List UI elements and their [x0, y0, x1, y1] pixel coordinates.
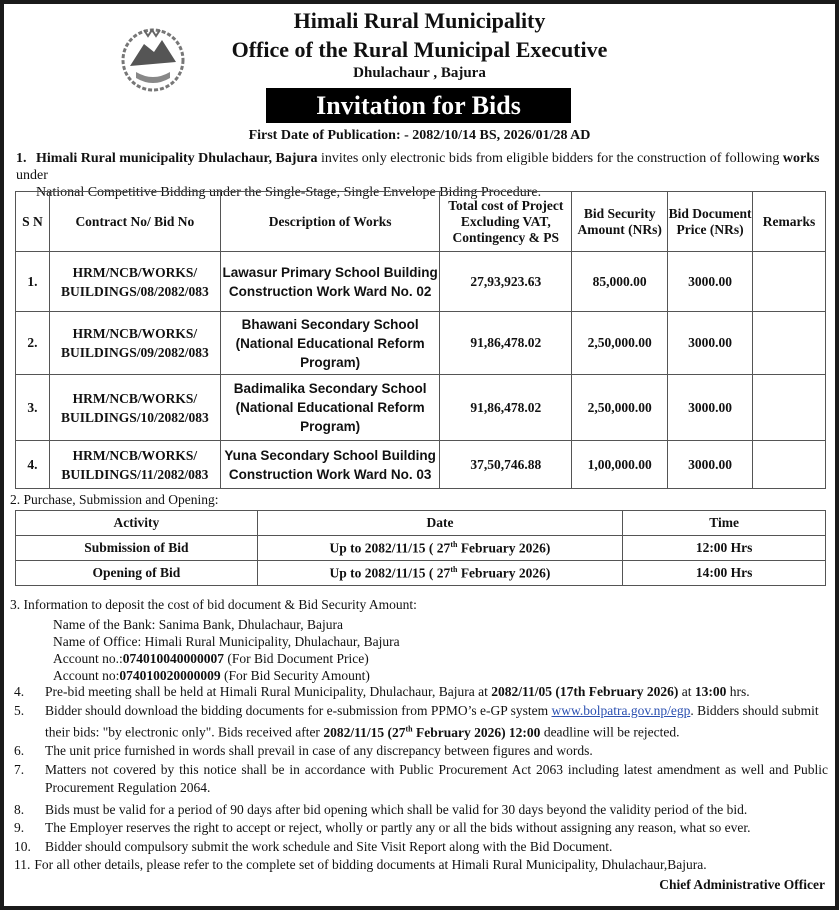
clause-11: 11. For all other details, please refer to the complete set of bidding documents at Himali Rural Municipality, Dhulachaur,Bajura. — [14, 857, 707, 872]
schedule-header-row — [16, 511, 826, 536]
intro-line-2: National Competitive Bidding under the Single-Stage, Single Envelope Biding Procedure. — [36, 185, 542, 200]
publication-date: First Date of Publication: - 2082/10/14 BS, 2026/01/28 AD — [248, 128, 591, 143]
table-row — [16, 375, 826, 441]
col-security: Bid Security Amount (NRs) — [572, 192, 668, 252]
doc-price-cell: 3000.00 — [668, 312, 753, 375]
clause-5: 5. Bidder should download the bidding documents for e-submission from PPMO’s e-GP system www.bolpatra.gov.np/egp. Bidders should submit their bids: "by electronic only". Bids received after 2082/11/15 (27th February 2026) 12:00 deadline will be rejected. — [14, 702, 819, 740]
description-cell: Badimalika Secondary School (National Educational Reform Program) — [220, 375, 440, 441]
account-doc-price: Account no.:074010040000007 (For Bid Document Price) — [53, 651, 369, 666]
lead-text: Himali Rural municipality Dhulachaur, Bajura — [36, 151, 318, 166]
title-banner: Invitation for Bids — [266, 88, 571, 123]
col-doc-price: Bid Document Price (NRs) — [668, 192, 753, 252]
clause-8: 8. Bids must be valid for a period of 90 days after bid opening which shall be valid for 30 days beyond the validity period of the bid. — [14, 801, 748, 817]
office-name: Office of the Rural Municipal Executive — [231, 37, 608, 62]
works-table — [15, 191, 826, 489]
intro-text: invites only electronic bids from eligible bidders for the construction of following — [317, 151, 783, 166]
clause-4: 4. Pre-bid meeting shall be held at Himali Rural Municipality, Dhulachaur, Bajura at 2082/11/05 (17th February 2026) at 13:00 hrs. — [14, 684, 750, 699]
description-cell: Lawasur Primary School Building Construction Work Ward No. 02 — [220, 252, 440, 312]
doc-price-cell: 3000.00 — [668, 375, 753, 441]
account-security: Account no:074010020000009 (For Bid Security Amount) — [53, 668, 370, 683]
table-header-row — [16, 192, 826, 252]
security-cell: 2,50,000.00 — [572, 312, 668, 375]
schedule-row — [16, 561, 826, 586]
works-emphasis: works — [782, 151, 820, 166]
time-cell: 14:00 Hrs — [623, 561, 826, 586]
section-number: 1. — [16, 151, 27, 166]
contract-cell: HRM/NCB/WORKS/ BUILDINGS/09/2082/083 — [49, 312, 220, 375]
description-cell: Bhawani Secondary School (National Educational Reform Program) — [220, 312, 440, 375]
col-remarks: Remarks — [753, 192, 826, 252]
schedule-row — [16, 536, 826, 561]
time-cell: 12:00 Hrs — [623, 536, 826, 561]
cost-cell: 37,50,746.88 — [440, 441, 572, 489]
col-activity: Activity — [16, 511, 258, 536]
clause-7: 7. Matters not covered by this notice shall be in accordance with Public Procurement Act 2063 including latest amendment as well and Public Procurement Regulation 2064. — [14, 761, 828, 795]
activity-cell: Opening of Bid — [16, 561, 258, 586]
table-row — [16, 441, 826, 489]
signature: Chief Administrative Officer — [659, 877, 825, 892]
contract-cell: HRM/NCB/WORKS/ BUILDINGS/11/2082/083 — [49, 441, 220, 489]
clause-6: 6. The unit price furnished in words shall prevail in case of any discrepancy between figures and words. — [14, 743, 593, 758]
date-cell: Up to 2082/11/15 ( 27th February 2026) — [257, 536, 623, 561]
table-row — [16, 312, 826, 375]
sn-cell: 1. — [16, 252, 50, 312]
remarks-cell — [753, 312, 826, 375]
doc-price-cell: 3000.00 — [668, 252, 753, 312]
remarks-cell — [753, 441, 826, 489]
security-cell: 85,000.00 — [572, 252, 668, 312]
section-2-label: 2. Purchase, Submission and Opening: — [10, 492, 219, 507]
cost-cell: 91,86,478.02 — [440, 375, 572, 441]
office-name-info: Name of Office: Himali Rural Municipality, Dhulachaur, Bajura — [53, 634, 400, 649]
col-date: Date — [257, 511, 623, 536]
sn-cell: 4. — [16, 441, 50, 489]
contract-cell: HRM/NCB/WORKS/ BUILDINGS/08/2082/083 — [49, 252, 220, 312]
description-cell: Yuna Secondary School Building Construction Work Ward No. 03 — [220, 441, 440, 489]
cost-cell: 27,93,923.63 — [440, 252, 572, 312]
col-cost: Total cost of Project Excluding VAT, Contingency & PS — [440, 192, 572, 252]
col-sn: S N — [16, 192, 50, 252]
clauses-list — [14, 683, 828, 875]
clause-10: 10. Bidder should compulsory submit the work schedule and Site Visit Report along with the Bid Document. — [14, 838, 613, 854]
col-description: Description of Works — [220, 192, 440, 252]
contract-cell: HRM/NCB/WORKS/ BUILDINGS/10/2082/083 — [49, 375, 220, 441]
col-contract: Contract No/ Bid No — [49, 192, 220, 252]
activity-cell: Submission of Bid — [16, 536, 258, 561]
doc-price-cell: 3000.00 — [668, 441, 753, 489]
bank-name: Name of the Bank: Sanima Bank, Dhulachaur, Bajura — [53, 617, 343, 632]
sn-cell: 3. — [16, 375, 50, 441]
col-time: Time — [623, 511, 826, 536]
date-cell: Up to 2082/11/15 ( 27th February 2026) — [257, 561, 623, 586]
sn-cell: 2. — [16, 312, 50, 375]
egp-link[interactable]: www.bolpatra.gov.np/egp — [551, 702, 691, 718]
clause-9: 9. The Employer reserves the right to accept or reject, wholly or partly any or all the bids without assigning any reason, what so ever. — [14, 820, 751, 835]
remarks-cell — [753, 375, 826, 441]
table-row — [16, 252, 826, 312]
bank-info — [53, 616, 400, 684]
cost-cell: 91,86,478.02 — [440, 312, 572, 375]
org-name: Himali Rural Municipality — [293, 8, 546, 33]
intro-text-end: under — [16, 168, 48, 183]
security-cell: 1,00,000.00 — [572, 441, 668, 489]
location: Dhulachaur , Bajura — [353, 65, 486, 81]
schedule-table — [15, 510, 826, 586]
remarks-cell — [753, 252, 826, 312]
security-cell: 2,50,000.00 — [572, 375, 668, 441]
section-3-label: 3. Information to deposit the cost of bid document & Bid Security Amount: — [10, 597, 417, 612]
